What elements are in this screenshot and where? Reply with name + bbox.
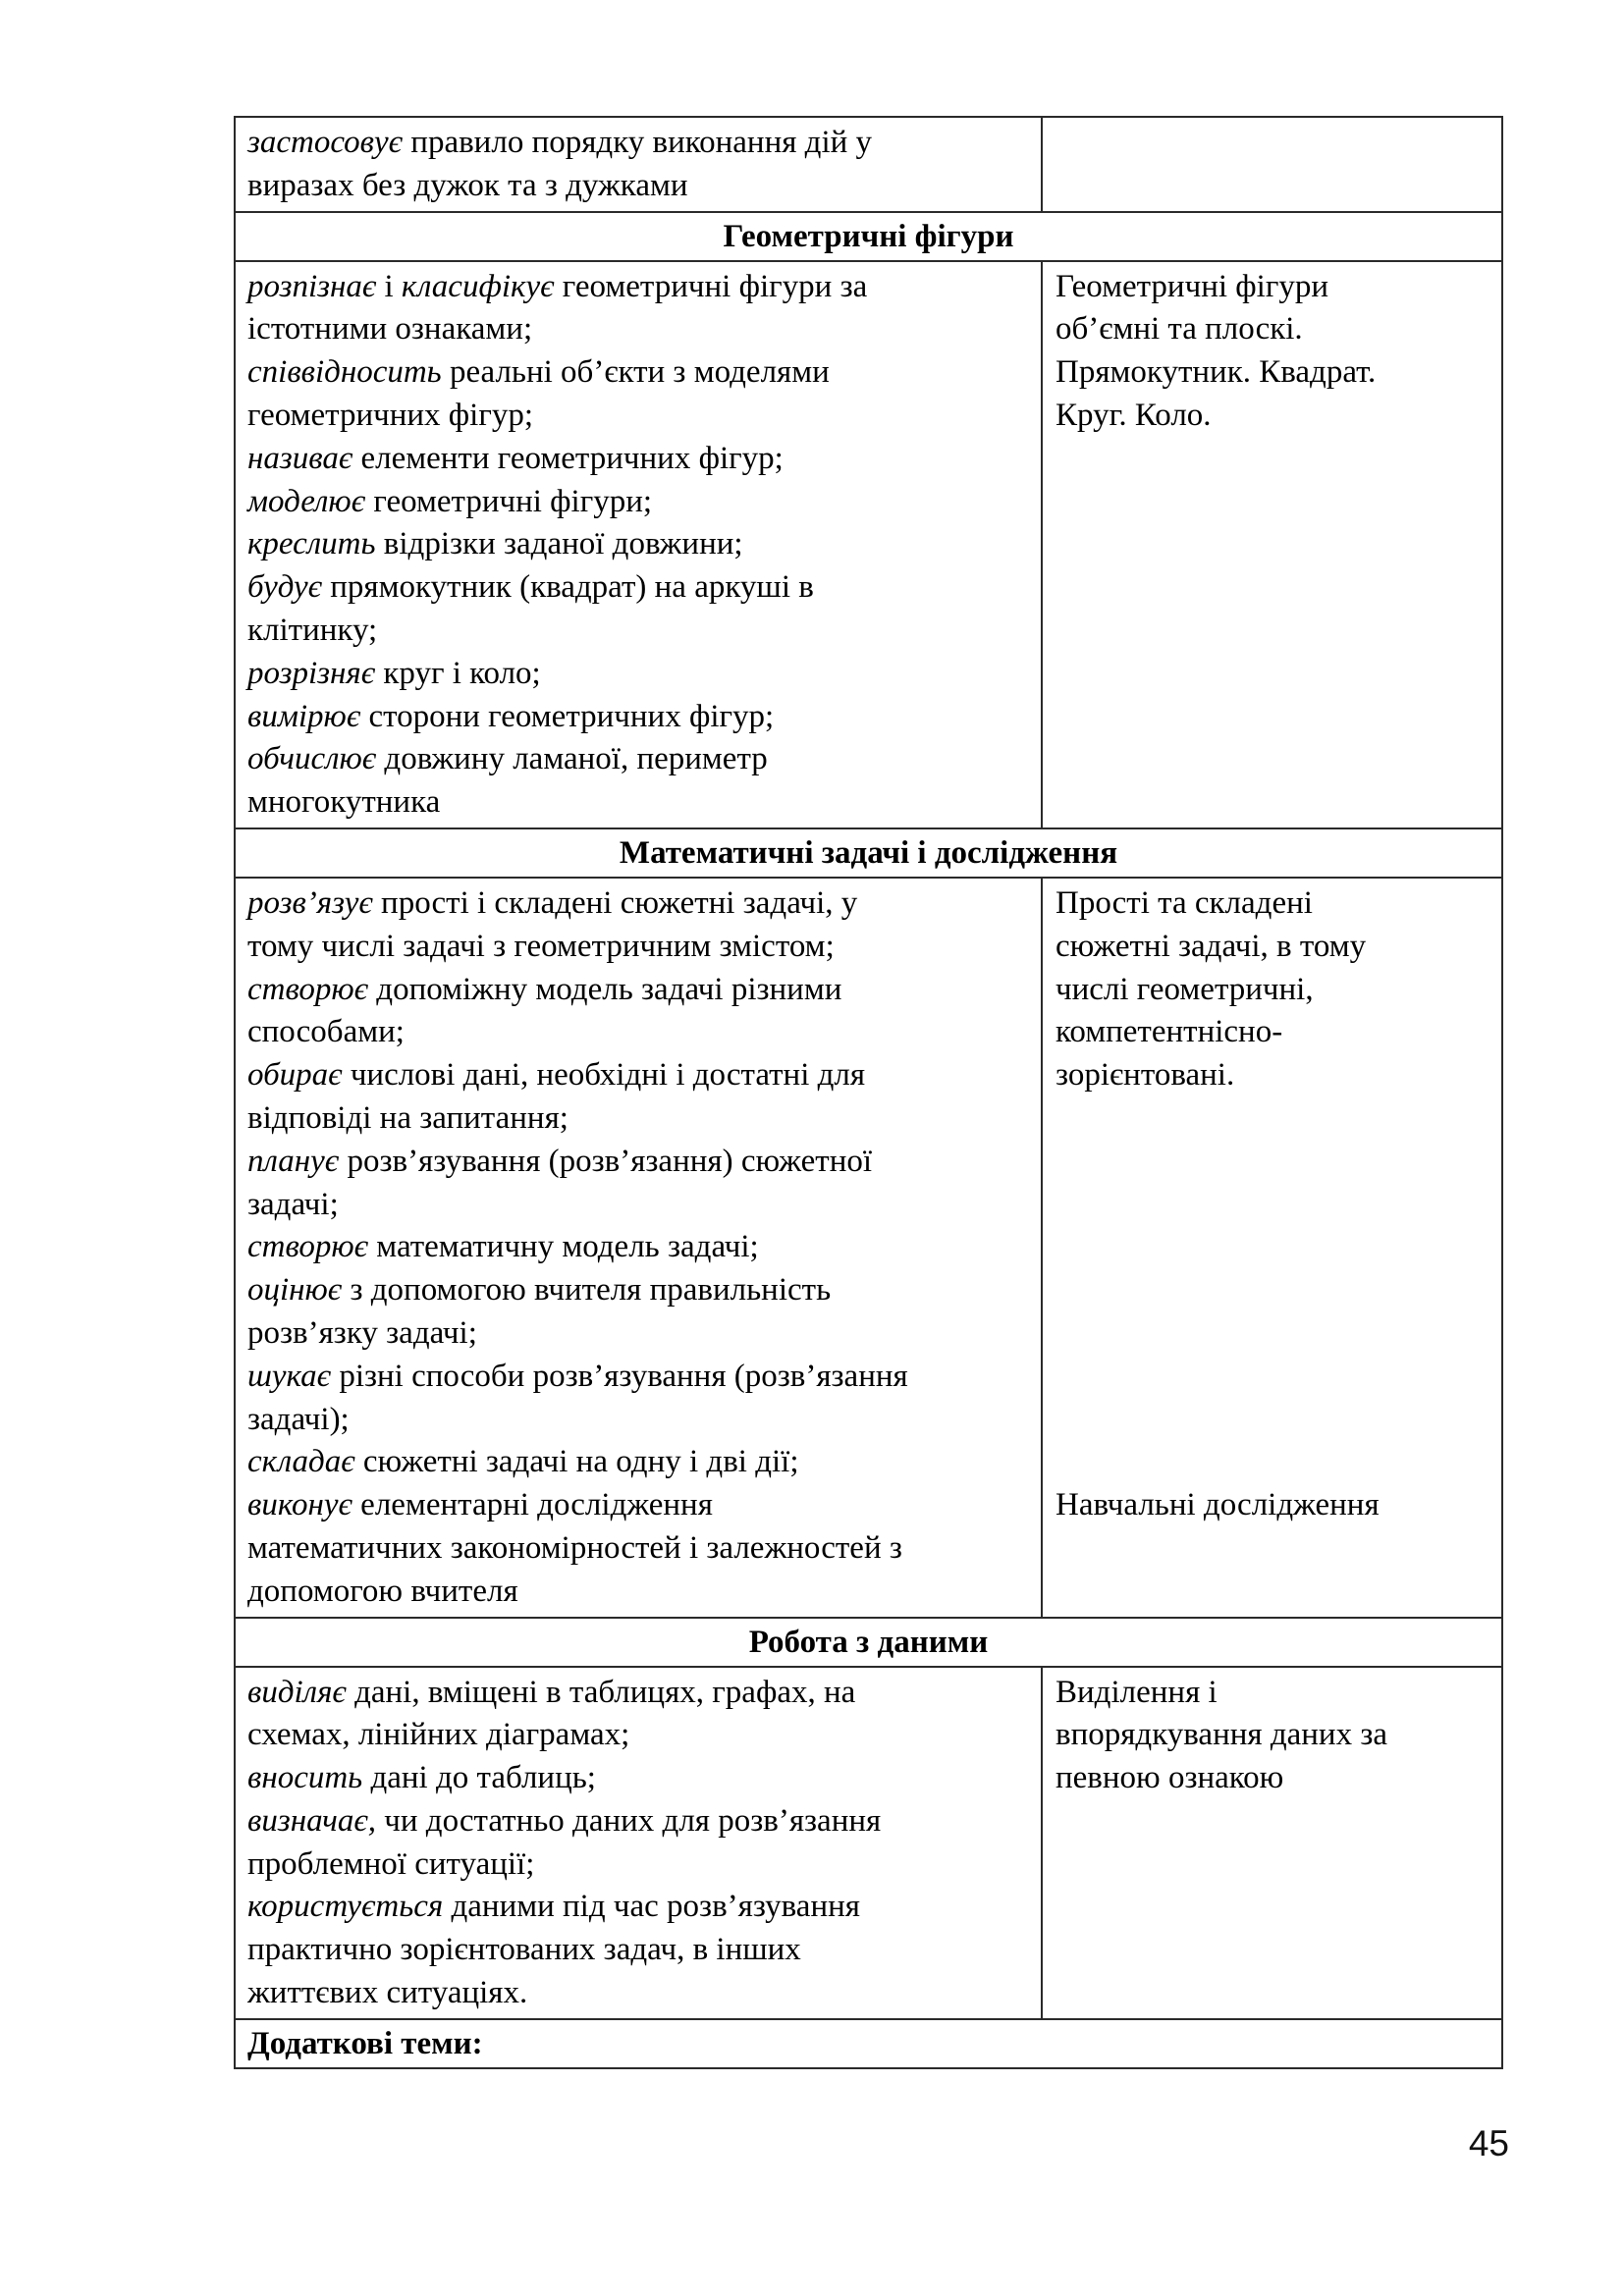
text-run: способами; bbox=[247, 1014, 405, 1050]
text-line bbox=[247, 1843, 1031, 1887]
page-number: 45 bbox=[1468, 2123, 1509, 2163]
table-row bbox=[236, 877, 1501, 1617]
text-run: правило порядку виконання дій у bbox=[403, 125, 873, 160]
text-run: прості і складені сюжетні задачі, у bbox=[372, 884, 858, 921]
text-line bbox=[247, 610, 1031, 653]
text-line bbox=[1056, 1484, 1493, 1527]
text-line bbox=[247, 266, 1031, 309]
text-line bbox=[1056, 1226, 1493, 1269]
emphasized-verb: визначає, bbox=[247, 1802, 377, 1839]
text-line bbox=[247, 438, 1031, 481]
text-line bbox=[1056, 882, 1493, 926]
text-line bbox=[1056, 1399, 1493, 1442]
section-header-row: Математичні задачі і дослідження bbox=[236, 828, 1501, 877]
text-line bbox=[247, 1399, 1031, 1442]
text-line bbox=[247, 969, 1031, 1012]
text-run: сюжетні задачі на одну і дві дії; bbox=[354, 1444, 799, 1480]
emphasized-verb: розпізнає bbox=[247, 268, 377, 304]
text-line bbox=[1056, 1757, 1493, 1800]
text-line bbox=[1056, 1714, 1493, 1757]
curriculum-table bbox=[234, 116, 1503, 2069]
text-run: елементи геометричних фігур; bbox=[352, 440, 784, 476]
emphasized-verb: розв’язує bbox=[247, 884, 373, 921]
emphasized-verb: вимірює bbox=[247, 698, 361, 734]
text-run: істотними ознаками; bbox=[247, 311, 533, 347]
text-line bbox=[1056, 926, 1493, 969]
text-line bbox=[247, 566, 1031, 610]
emphasized-verb: створює bbox=[247, 1229, 369, 1265]
text-run: дані до таблиць; bbox=[362, 1760, 596, 1796]
text-run: зорієнтовані. bbox=[1056, 1057, 1235, 1094]
text-run: допомогою вчителя bbox=[247, 1573, 518, 1609]
emphasized-verb: застосовує bbox=[247, 125, 404, 160]
text-run: геометричні фігури; bbox=[365, 483, 653, 519]
text-run: Круг. Коло. bbox=[1056, 397, 1212, 433]
table-cell-right bbox=[1043, 879, 1501, 1617]
text-run: математичну модель задачі; bbox=[368, 1229, 759, 1265]
text-run: геометричні фігури за bbox=[554, 268, 868, 304]
emphasized-verb: розрізняє bbox=[247, 655, 376, 691]
emphasized-verb: будує bbox=[247, 569, 323, 606]
table-cell-right bbox=[1043, 1668, 1501, 2018]
text-run: з допомогою вчителя правильність bbox=[342, 1272, 832, 1308]
emphasized-verb: співвідносить bbox=[247, 354, 442, 391]
text-run: певною ознакою bbox=[1056, 1760, 1284, 1796]
text-line bbox=[247, 1097, 1031, 1141]
emphasized-verb: креслить bbox=[247, 526, 376, 562]
emphasized-verb: шукає bbox=[247, 1358, 332, 1394]
text-line bbox=[247, 1054, 1031, 1097]
emphasized-verb: планує bbox=[247, 1143, 340, 1179]
text-run: многокутника bbox=[247, 784, 441, 821]
text-line bbox=[247, 653, 1031, 696]
text-line bbox=[247, 1441, 1031, 1484]
text-run: дані, вміщені в таблицях, графах, на bbox=[346, 1674, 856, 1710]
text-run: довжину ламаної, периметр bbox=[376, 741, 768, 777]
text-line bbox=[1056, 1269, 1493, 1312]
text-run: Геометричні фігури bbox=[1056, 268, 1329, 304]
text-run: сюжетні задачі, в тому bbox=[1056, 928, 1367, 964]
text-run: схемах, лінійних діаграмах; bbox=[247, 1717, 630, 1753]
table-row bbox=[236, 1666, 1501, 2018]
text-run: відповіді на запитання; bbox=[247, 1099, 568, 1136]
text-line bbox=[247, 781, 1031, 825]
text-line bbox=[1056, 969, 1493, 1012]
text-line bbox=[1056, 1011, 1493, 1054]
text-line bbox=[247, 1714, 1031, 1757]
text-line bbox=[247, 1484, 1031, 1527]
text-run: прямокутник (квадрат) на аркуші в bbox=[322, 569, 814, 606]
section-header-row: Геометричні фігури bbox=[236, 211, 1501, 260]
text-run: відрізки заданої довжини; bbox=[375, 526, 743, 562]
text-line bbox=[247, 1141, 1031, 1184]
text-line bbox=[1056, 1441, 1493, 1484]
table-row bbox=[236, 260, 1501, 828]
text-line bbox=[247, 696, 1031, 739]
text-line bbox=[1056, 395, 1493, 438]
emphasized-verb: користується bbox=[247, 1889, 444, 1925]
text-line bbox=[1056, 351, 1493, 395]
emphasized-verb: оцінює bbox=[247, 1272, 343, 1308]
emphasized-verb: класифікує bbox=[401, 268, 555, 304]
emphasized-verb: обчислює bbox=[247, 741, 377, 777]
emphasized-verb: обирає bbox=[247, 1057, 343, 1094]
text-run: задачі; bbox=[247, 1186, 339, 1222]
text-run: числові дані, необхідні і достатні для bbox=[342, 1057, 866, 1094]
text-line bbox=[247, 1571, 1031, 1614]
text-line bbox=[247, 1312, 1031, 1356]
table-cell-left bbox=[236, 262, 1043, 828]
text-line bbox=[247, 1886, 1031, 1929]
text-line bbox=[247, 1527, 1031, 1571]
text-run: допоміжну модель задачі різними bbox=[368, 971, 842, 1007]
text-line bbox=[247, 1184, 1031, 1227]
text-line bbox=[247, 1226, 1031, 1269]
text-run: розв’язку задачі; bbox=[247, 1314, 477, 1351]
text-line bbox=[1056, 266, 1493, 309]
text-run: об’ємні та плоскі. bbox=[1056, 311, 1303, 347]
text-line bbox=[1056, 1141, 1493, 1184]
text-run: практично зорієнтованих задач, в інших bbox=[247, 1932, 801, 1968]
text-run: Виділення і bbox=[1056, 1674, 1218, 1710]
text-line bbox=[247, 926, 1031, 969]
text-run: компетентнісно- bbox=[1056, 1014, 1283, 1050]
text-run: впорядкування даних за bbox=[1056, 1717, 1388, 1753]
text-line bbox=[247, 395, 1031, 438]
text-line bbox=[247, 1972, 1031, 2015]
table-cell-right bbox=[1043, 118, 1501, 211]
text-line bbox=[247, 1672, 1031, 1715]
text-run: геометричних фігур; bbox=[247, 397, 534, 433]
text-run: розв’язування (розв’язання) сюжетної bbox=[339, 1143, 873, 1179]
table-cell-left bbox=[236, 118, 1043, 211]
text-run: даними під час розв’язування bbox=[443, 1889, 860, 1925]
text-line bbox=[1056, 1312, 1493, 1356]
text-line bbox=[247, 481, 1031, 524]
text-run: чи достатньо даних для розв’язання bbox=[376, 1802, 882, 1839]
table-cell-left bbox=[236, 1668, 1043, 2018]
text-run: елементарні дослідження bbox=[352, 1487, 713, 1523]
text-run: сторони геометричних фігур; bbox=[360, 698, 775, 734]
text-run: задачі); bbox=[247, 1401, 350, 1437]
text-line bbox=[247, 1356, 1031, 1399]
text-line bbox=[247, 165, 1031, 208]
text-run: Прямокутник. Квадрат. bbox=[1056, 354, 1377, 391]
text-run: реальні об’єкти з моделями bbox=[441, 354, 830, 391]
text-line bbox=[247, 738, 1031, 781]
text-run: виразах без дужок та з дужками bbox=[247, 167, 688, 203]
text-line bbox=[1056, 1184, 1493, 1227]
additional-topics-row: Додаткові теми: bbox=[236, 2018, 1501, 2067]
text-line bbox=[247, 1269, 1031, 1312]
text-run: різні способи розв’язування (розв’язання bbox=[331, 1358, 908, 1394]
text-line bbox=[247, 882, 1031, 926]
text-run: проблемної ситуації; bbox=[247, 1845, 535, 1882]
table-row bbox=[236, 118, 1501, 211]
text-run: числі геометричні, bbox=[1056, 971, 1314, 1007]
text-run: Прості та складені bbox=[1056, 884, 1313, 921]
text-run: Навчальні дослідження bbox=[1056, 1487, 1380, 1523]
text-run: тому числі задачі з геометричним змістом; bbox=[247, 928, 835, 964]
emphasized-verb: вносить bbox=[247, 1760, 363, 1796]
text-line bbox=[247, 523, 1031, 566]
emphasized-verb: називає bbox=[247, 440, 353, 476]
section-header-row: Робота з даними bbox=[236, 1617, 1501, 1666]
text-line bbox=[1056, 1097, 1493, 1141]
emphasized-verb: виконує bbox=[247, 1487, 352, 1523]
emphasized-verb: моделює bbox=[247, 483, 366, 519]
text-line bbox=[247, 1011, 1031, 1054]
text-line bbox=[1056, 1356, 1493, 1399]
text-line bbox=[1056, 1672, 1493, 1715]
emphasized-verb: виділяє bbox=[247, 1674, 347, 1710]
text-line bbox=[247, 308, 1031, 351]
table-cell-right bbox=[1043, 262, 1501, 828]
text-line bbox=[247, 1800, 1031, 1843]
text-line bbox=[247, 122, 1031, 165]
text-run: клітинку; bbox=[247, 612, 378, 648]
text-line bbox=[247, 1757, 1031, 1800]
text-line bbox=[247, 1929, 1031, 1972]
emphasized-verb: складає bbox=[247, 1444, 355, 1480]
text-run: і bbox=[376, 268, 402, 304]
table-cell-left bbox=[236, 879, 1043, 1617]
text-run: життєвих ситуаціях. bbox=[247, 1975, 528, 2011]
text-line bbox=[1056, 308, 1493, 351]
emphasized-verb: створює bbox=[247, 971, 369, 1007]
text-line bbox=[1056, 1054, 1493, 1097]
text-run: круг і коло; bbox=[375, 655, 541, 691]
text-run: математичних закономірностей і залежностей з bbox=[247, 1529, 902, 1566]
text-line bbox=[247, 351, 1031, 395]
